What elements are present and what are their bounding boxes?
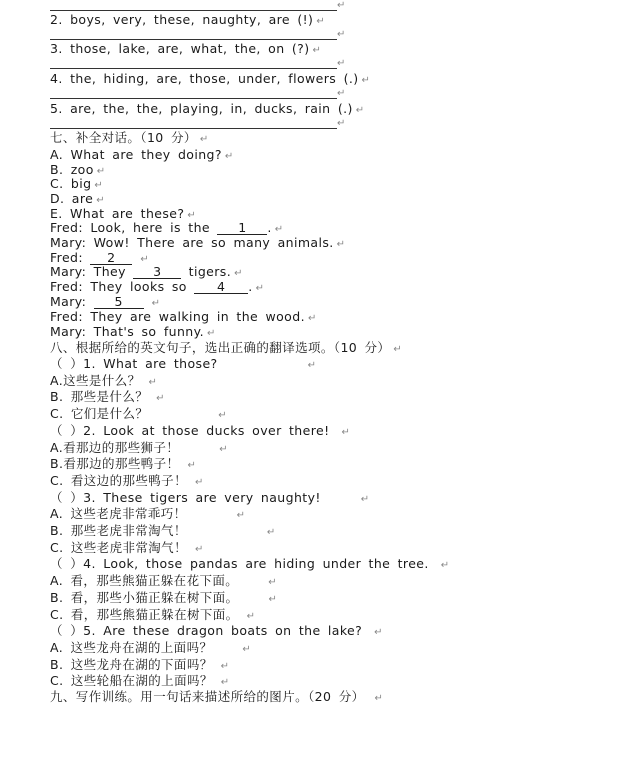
paragraph-mark: ↵ xyxy=(94,180,104,192)
paragraph-mark: ↵ xyxy=(374,627,383,639)
translation-question xyxy=(50,556,450,572)
paragraph-mark: ↵ xyxy=(219,443,228,455)
paragraph-mark: ↵ xyxy=(236,510,246,522)
scramble-item xyxy=(50,71,370,87)
translation-question xyxy=(50,423,350,439)
translation-option xyxy=(50,607,255,623)
answer-blank-1[interactable]: 1 xyxy=(217,221,267,235)
paragraph-mark: ↵ xyxy=(336,238,346,250)
paragraph-mark: ↵ xyxy=(316,16,326,27)
scramble-item-text: 2. boys, very, these, naughty, are (!) xyxy=(50,12,314,27)
dialog-text: Mary: They xyxy=(50,264,134,280)
scramble-item-text: 5. are, the, the, playing, in, ducks, rain (.) xyxy=(50,101,353,116)
paragraph-mark: ↵ xyxy=(234,268,243,280)
scramble-item xyxy=(50,12,325,28)
translation-option xyxy=(50,523,276,539)
translation-question xyxy=(50,623,383,639)
translation-option-text: C. 看，那些熊猫正躲在树下面。 xyxy=(50,606,239,622)
section-8-title-text: 八、根据所给的英文句子，选出正确的翻译选项。（10 分） xyxy=(50,340,391,355)
dialog-option-text: C. big xyxy=(50,176,92,192)
paragraph-mark: ↵ xyxy=(337,118,346,129)
translation-option xyxy=(50,657,229,673)
translation-option-text: C. 看这边的那些鸭子！ xyxy=(50,472,187,488)
paragraph-mark: ↵ xyxy=(207,327,216,339)
dialog-text: . xyxy=(267,220,272,235)
dialog-option-text: B. zoo xyxy=(50,161,94,177)
paragraph-mark: ↵ xyxy=(224,151,234,162)
translation-option-text: A. 这些老虎非常乖巧！ xyxy=(50,506,187,522)
dialog-line xyxy=(50,220,284,236)
translation-question-text: （ ）2. Look at those ducks over there! xyxy=(50,422,330,438)
section-9-title xyxy=(50,689,383,705)
translation-option-text: B. 那些是什么？ xyxy=(50,389,149,405)
dialog-line xyxy=(50,324,216,340)
translation-option-text: A. 这些龙舟在湖的上面吗？ xyxy=(50,639,213,655)
paragraph-mark: ↵ xyxy=(374,693,384,704)
translation-option xyxy=(50,573,277,589)
paragraph-mark: ↵ xyxy=(393,344,403,355)
paragraph-mark: ↵ xyxy=(220,660,230,672)
dialog-text: . xyxy=(248,279,253,295)
dialog-option-text: D. are xyxy=(50,191,94,207)
translation-option-text: A.这些是什么？ xyxy=(50,372,141,388)
translation-option-text: B. 那些老虎非常淘气！ xyxy=(50,523,187,538)
paragraph-mark: ↵ xyxy=(242,643,252,655)
translation-option xyxy=(50,440,228,456)
paragraph-mark: ↵ xyxy=(268,577,277,589)
translation-option-text: A.看那边的那些狮子！ xyxy=(50,439,180,455)
dialog-text: Fred: They looks so xyxy=(50,279,195,295)
translation-option xyxy=(50,473,204,489)
paragraph-mark: ↵ xyxy=(307,360,317,371)
translation-question xyxy=(50,356,316,372)
translation-option-text: C. 这些轮船在湖的上面吗？ xyxy=(50,673,213,689)
dialog-text: Fred: xyxy=(50,249,91,265)
paragraph-mark: ↵ xyxy=(156,393,165,405)
paragraph-mark: ↵ xyxy=(199,134,209,145)
answer-blank-5[interactable]: 5 xyxy=(94,295,144,309)
paragraph-mark: ↵ xyxy=(96,195,105,207)
answer-line[interactable] xyxy=(50,68,337,69)
answer-blank-3[interactable]: 3 xyxy=(133,265,181,279)
translation-option xyxy=(50,456,196,472)
translation-question xyxy=(50,490,370,506)
dialog-option-text: A. What are they doing? xyxy=(50,147,222,162)
translation-option xyxy=(50,389,165,405)
translation-option-text: A. 看，那些熊猫正躲在花下面。 xyxy=(50,573,239,589)
dialog-text: tigers. xyxy=(181,264,232,280)
dialog-line xyxy=(50,235,345,251)
paragraph-mark: ↵ xyxy=(194,476,204,488)
paragraph-mark: ↵ xyxy=(96,165,106,177)
paragraph-mark: ↵ xyxy=(341,426,351,438)
paragraph-mark: ↵ xyxy=(307,312,317,324)
translation-option xyxy=(50,590,277,606)
dialog-line xyxy=(50,309,317,325)
paragraph-mark: ↵ xyxy=(355,105,365,116)
paragraph-mark: ↵ xyxy=(187,460,197,472)
dialog-line xyxy=(50,250,149,266)
translation-option-text: C. 这些老虎非常淘气！ xyxy=(50,539,187,555)
translation-option xyxy=(50,540,204,556)
translation-question-text: （ ）5. Are these dragon boats on the lake? xyxy=(50,623,363,639)
dialog-line xyxy=(50,264,243,280)
answer-line[interactable] xyxy=(50,39,337,40)
paragraph-mark: ↵ xyxy=(337,58,346,69)
paragraph-mark: ↵ xyxy=(266,527,276,538)
dialog-text: Mary: xyxy=(50,294,94,309)
translation-question-text: （ ）4. Look, those pandas are hiding under the tree. xyxy=(50,556,429,572)
scramble-item xyxy=(50,41,321,57)
paragraph-mark: ↵ xyxy=(360,493,370,505)
translation-option xyxy=(50,506,245,522)
paragraph-mark: ↵ xyxy=(337,0,346,11)
translation-question-text: （ ）3. These tigers are very naughty! xyxy=(50,489,321,505)
section-9-title-text: 九、写作训练。用一句话来描述所给的图片。（20 分） xyxy=(50,689,365,704)
paragraph-mark: ↵ xyxy=(337,88,346,99)
answer-line[interactable] xyxy=(50,10,337,11)
translation-option xyxy=(50,640,251,656)
dialog-option xyxy=(50,191,105,207)
paragraph-mark: ↵ xyxy=(246,610,256,622)
translation-option-text: B. 看，那些小猫正躲在树下面。 xyxy=(50,589,239,605)
answer-line[interactable] xyxy=(50,128,337,129)
dialog-text: Mary: Wow! There are so many animals. xyxy=(50,234,334,250)
answer-line[interactable] xyxy=(50,98,337,99)
paragraph-mark: ↵ xyxy=(268,593,278,605)
paragraph-mark: ↵ xyxy=(361,75,371,86)
answer-blank-4[interactable]: 4 xyxy=(194,280,248,294)
translation-option-text: B. 这些龙舟在湖的下面吗？ xyxy=(50,656,213,672)
dialog-text: Fred: Look, here is the xyxy=(50,220,218,235)
section-7-title-text: 七、补全对话。（10 分） xyxy=(50,130,197,145)
dialog-text: Mary: That's so funny. xyxy=(50,323,204,339)
paragraph-mark: ↵ xyxy=(140,253,150,265)
section-7-title xyxy=(50,130,209,146)
dialog-line xyxy=(50,294,160,310)
paragraph-mark: ↵ xyxy=(312,45,322,56)
translation-option xyxy=(50,673,230,689)
paragraph-mark: ↵ xyxy=(218,410,228,422)
section-8-title xyxy=(50,340,402,356)
translation-option xyxy=(50,406,227,422)
paragraph-mark: ↵ xyxy=(148,376,158,388)
paragraph-mark: ↵ xyxy=(255,283,265,295)
dialog-option xyxy=(50,147,234,163)
dialog-line xyxy=(50,279,264,295)
translation-option-text: B.看那边的那些鸭子！ xyxy=(50,456,180,472)
scramble-item-text: 4. the, hiding, are, those, under, flowers (.) xyxy=(50,71,359,86)
dialog-text: Fred: They are walking in the wood. xyxy=(50,308,305,324)
dialog-option xyxy=(50,162,106,178)
translation-question-text: （ ）1. What are those? xyxy=(50,356,218,371)
paragraph-mark: ↵ xyxy=(151,298,161,309)
paragraph-mark: ↵ xyxy=(337,29,346,40)
paragraph-mark: ↵ xyxy=(274,224,284,235)
answer-blank-2[interactable]: 2 xyxy=(90,251,132,265)
dialog-option xyxy=(50,176,103,192)
translation-option xyxy=(50,373,157,389)
paragraph-mark: ↵ xyxy=(440,560,450,572)
paragraph-mark: ↵ xyxy=(194,543,204,555)
paragraph-mark: ↵ xyxy=(220,677,230,689)
dialog-option-text: E. What are these? xyxy=(50,205,185,221)
paragraph-mark: ↵ xyxy=(187,209,197,221)
scramble-item xyxy=(50,101,365,117)
scramble-item-text: 3. those, lake, are, what, the, on (?) xyxy=(50,41,310,56)
translation-option-text: C. 它们是什么？ xyxy=(50,406,149,422)
